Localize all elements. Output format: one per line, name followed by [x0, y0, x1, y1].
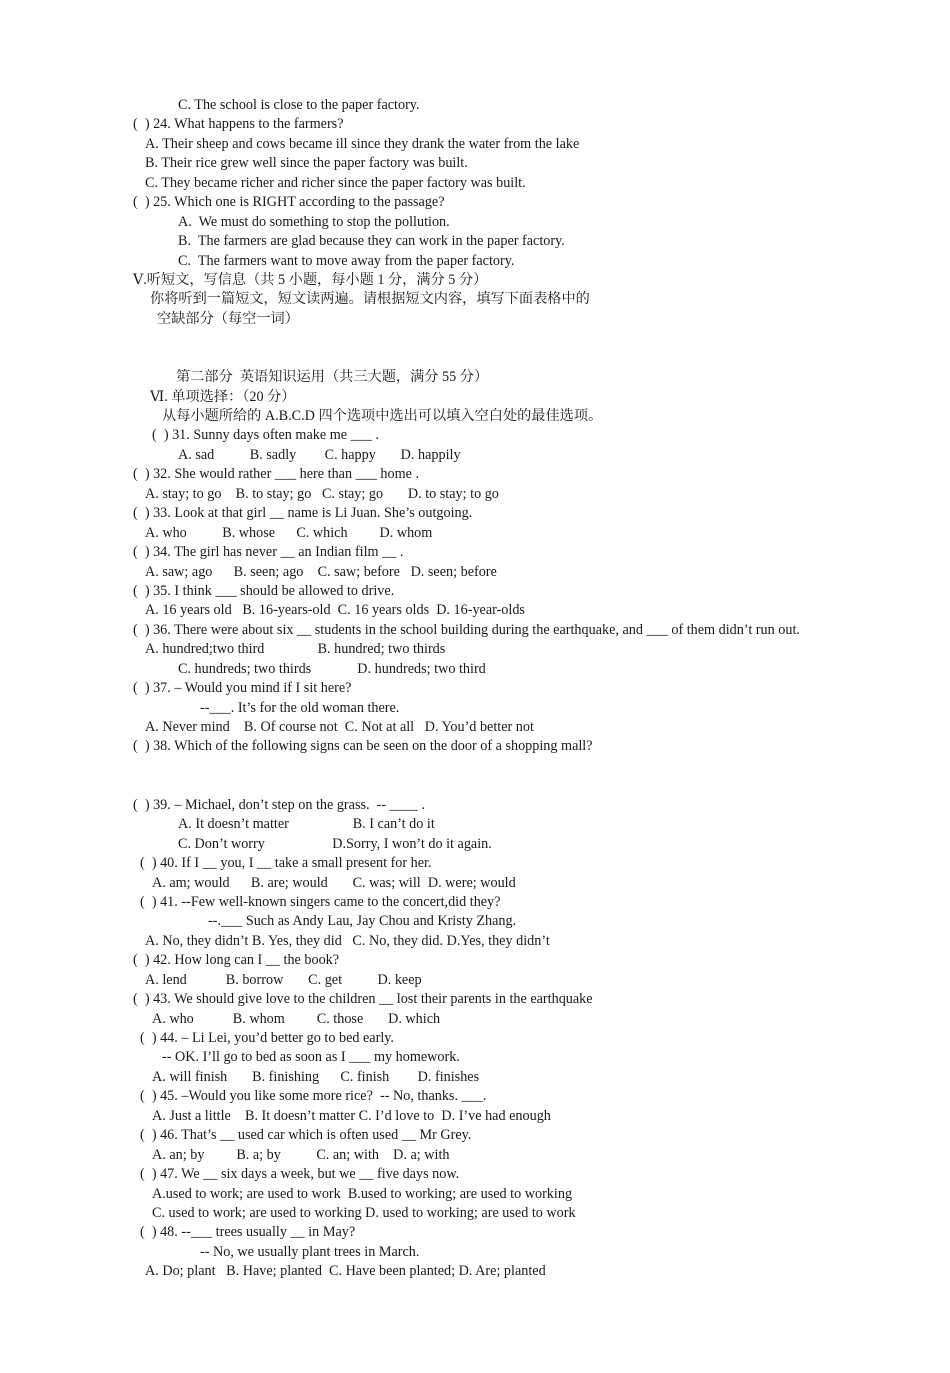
exam-line: ( ) 36. There were about six __ students in the school building during the earthquake, and ___ of them didn’t run out.: [133, 621, 800, 638]
exam-line: ( ) 45. –Would you like some more rice? -- No, thanks. ___.: [140, 1088, 487, 1105]
exam-line: A. an; by B. a; by C. an; with D. a; with: [152, 1146, 450, 1163]
exam-line: A. No, they didn’t B. Yes, they did C. No, they did. D.Yes, they didn’t: [145, 932, 550, 949]
exam-line: 你将听到一篇短文，短文读两遍。请根据短文内容，填写下面表格中的: [150, 291, 590, 308]
exam-line: A. Just a little B. It doesn’t matter C. I’d love to D. I’ve had enough: [152, 1107, 551, 1124]
exam-line: ( ) 40. If I __ you, I __ take a small present for her.: [140, 855, 432, 872]
exam-line: A. Do; plant B. Have; planted C. Have been planted; D. Are; planted: [145, 1263, 546, 1280]
exam-line: ( ) 32. She would rather ___ here than ___ home .: [133, 466, 420, 483]
exam-line: A. 16 years old B. 16-years-old C. 16 years olds D. 16-year-olds: [145, 602, 525, 619]
exam-line: 第二部分 英语知识运用（共三大题，满分 55 分）: [176, 369, 489, 386]
exam-line: ( ) 25. Which one is RIGHT according to the passage?: [133, 194, 445, 211]
blank-line: [0, 329, 900, 348]
exam-line: ( ) 24. What happens to the farmers?: [133, 116, 344, 133]
exam-text-lines: [0, 96, 900, 1282]
exam-line: ( ) 35. I think ___ should be allowed to drive.: [133, 582, 395, 599]
blank-line: [0, 349, 900, 368]
exam-line: A. It doesn’t matter B. I can’t do it: [178, 816, 435, 833]
exam-line: ( ) 37. – Would you mind if I sit here?: [133, 680, 352, 697]
exam-line: A. Never mind B. Of course not C. Not at all D. You’d better not: [145, 719, 534, 735]
exam-line: ( ) 46. That’s __ used car which is often used __ Mr Grey.: [140, 1127, 472, 1144]
exam-line: ( ) 48. --___ trees usually __ in May?: [140, 1224, 356, 1241]
exam-line: A. Their sheep and cows became ill since they drank the water from the lake: [145, 135, 580, 152]
exam-line: A. will finish B. finishing C. finish D. finishes: [152, 1068, 480, 1085]
exam-line: A. sad B. sadly C. happy D. happily: [178, 446, 461, 463]
exam-line: C. Don’t worry D.Sorry, I won’t do it again.: [178, 835, 492, 852]
exam-line: A. saw; ago B. seen; ago C. saw; before D. seen; before: [145, 563, 497, 580]
exam-line: -- No, we usually plant trees in March.: [200, 1243, 420, 1260]
exam-line: A.used to work; are used to work B.used to working; are used to working: [152, 1185, 573, 1202]
exam-line: ( ) 34. The girl has never __ an Indian film __ .: [133, 544, 404, 561]
exam-line: ( ) 42. How long can I __ the book?: [133, 952, 340, 969]
exam-line: ( ) 39. – Michael, don’t step on the grass. -- ____ .: [133, 796, 426, 813]
blank-line: [0, 757, 900, 776]
exam-line: B. Their rice grew well since the paper factory was built.: [145, 155, 468, 172]
exam-line: A. am; would B. are; would C. was; will D. were; would: [152, 874, 516, 891]
exam-line: ( ) 33. Look at that girl __ name is Li Juan. She’s outgoing.: [133, 505, 473, 522]
exam-line: A. who B. whom C. those D. which: [152, 1010, 441, 1027]
exam-line: 空缺部分（每空一词）: [157, 310, 299, 327]
exam-line: A. We must do something to stop the pollution.: [178, 213, 450, 230]
exam-line: 从每小题所给的 A.B.C.D 四个选项中选出可以填入空白处的最佳选项。: [162, 408, 603, 424]
exam-line: C. hundreds; two thirds D. hundreds; two third: [178, 660, 486, 677]
exam-line: ( ) 31. Sunny days often make me ___ .: [152, 427, 379, 444]
exam-line: A. stay; to go B. to stay; go C. stay; go D. to stay; to go: [145, 485, 499, 502]
exam-line: C. The farmers want to move away from the paper factory.: [178, 252, 515, 269]
exam-line: ( ) 38. Which of the following signs can be seen on the door of a shopping mall?: [133, 738, 593, 755]
exam-line: C. used to work; are used to working D. used to working; are used to work: [152, 1204, 576, 1221]
exam-line: -- OK. I’ll go to bed as soon as I ___ my homework.: [162, 1049, 460, 1066]
exam-line: ( ) 41. --Few well-known singers came to the concert,did they?: [140, 893, 501, 910]
exam-line: --___. It’s for the old woman there.: [200, 699, 400, 716]
exam-line: --.___ Such as Andy Lau, Jay Chou and Kristy Zhang.: [208, 913, 517, 930]
exam-line: C. The school is close to the paper factory.: [178, 97, 420, 113]
exam-line: A. who B. whose C. which D. whom: [145, 524, 433, 541]
exam-line: Ⅴ.听短文，写信息（共 5 小题，每小题 1 分，满分 5 分）: [133, 271, 488, 288]
exam-line: B. The farmers are glad because they can work in the paper factory.: [178, 233, 565, 250]
exam-line: C. They became richer and richer since the paper factory was built.: [145, 174, 526, 191]
exam-line: ( ) 43. We should give love to the children __ lost their parents in the earthquake: [133, 991, 593, 1008]
exam-line: A. hundred;two third B. hundred; two thirds: [145, 641, 446, 658]
exam-line: ( ) 47. We __ six days a week, but we __ five days now.: [140, 1166, 460, 1183]
exam-line: Ⅵ. 单项选择：（20 分）: [150, 388, 296, 405]
blank-line: [0, 776, 900, 795]
exam-line: ( ) 44. – Li Lei, you’d better go to bed early.: [140, 1030, 394, 1046]
exam-line: A. lend B. borrow C. get D. keep: [145, 971, 422, 988]
